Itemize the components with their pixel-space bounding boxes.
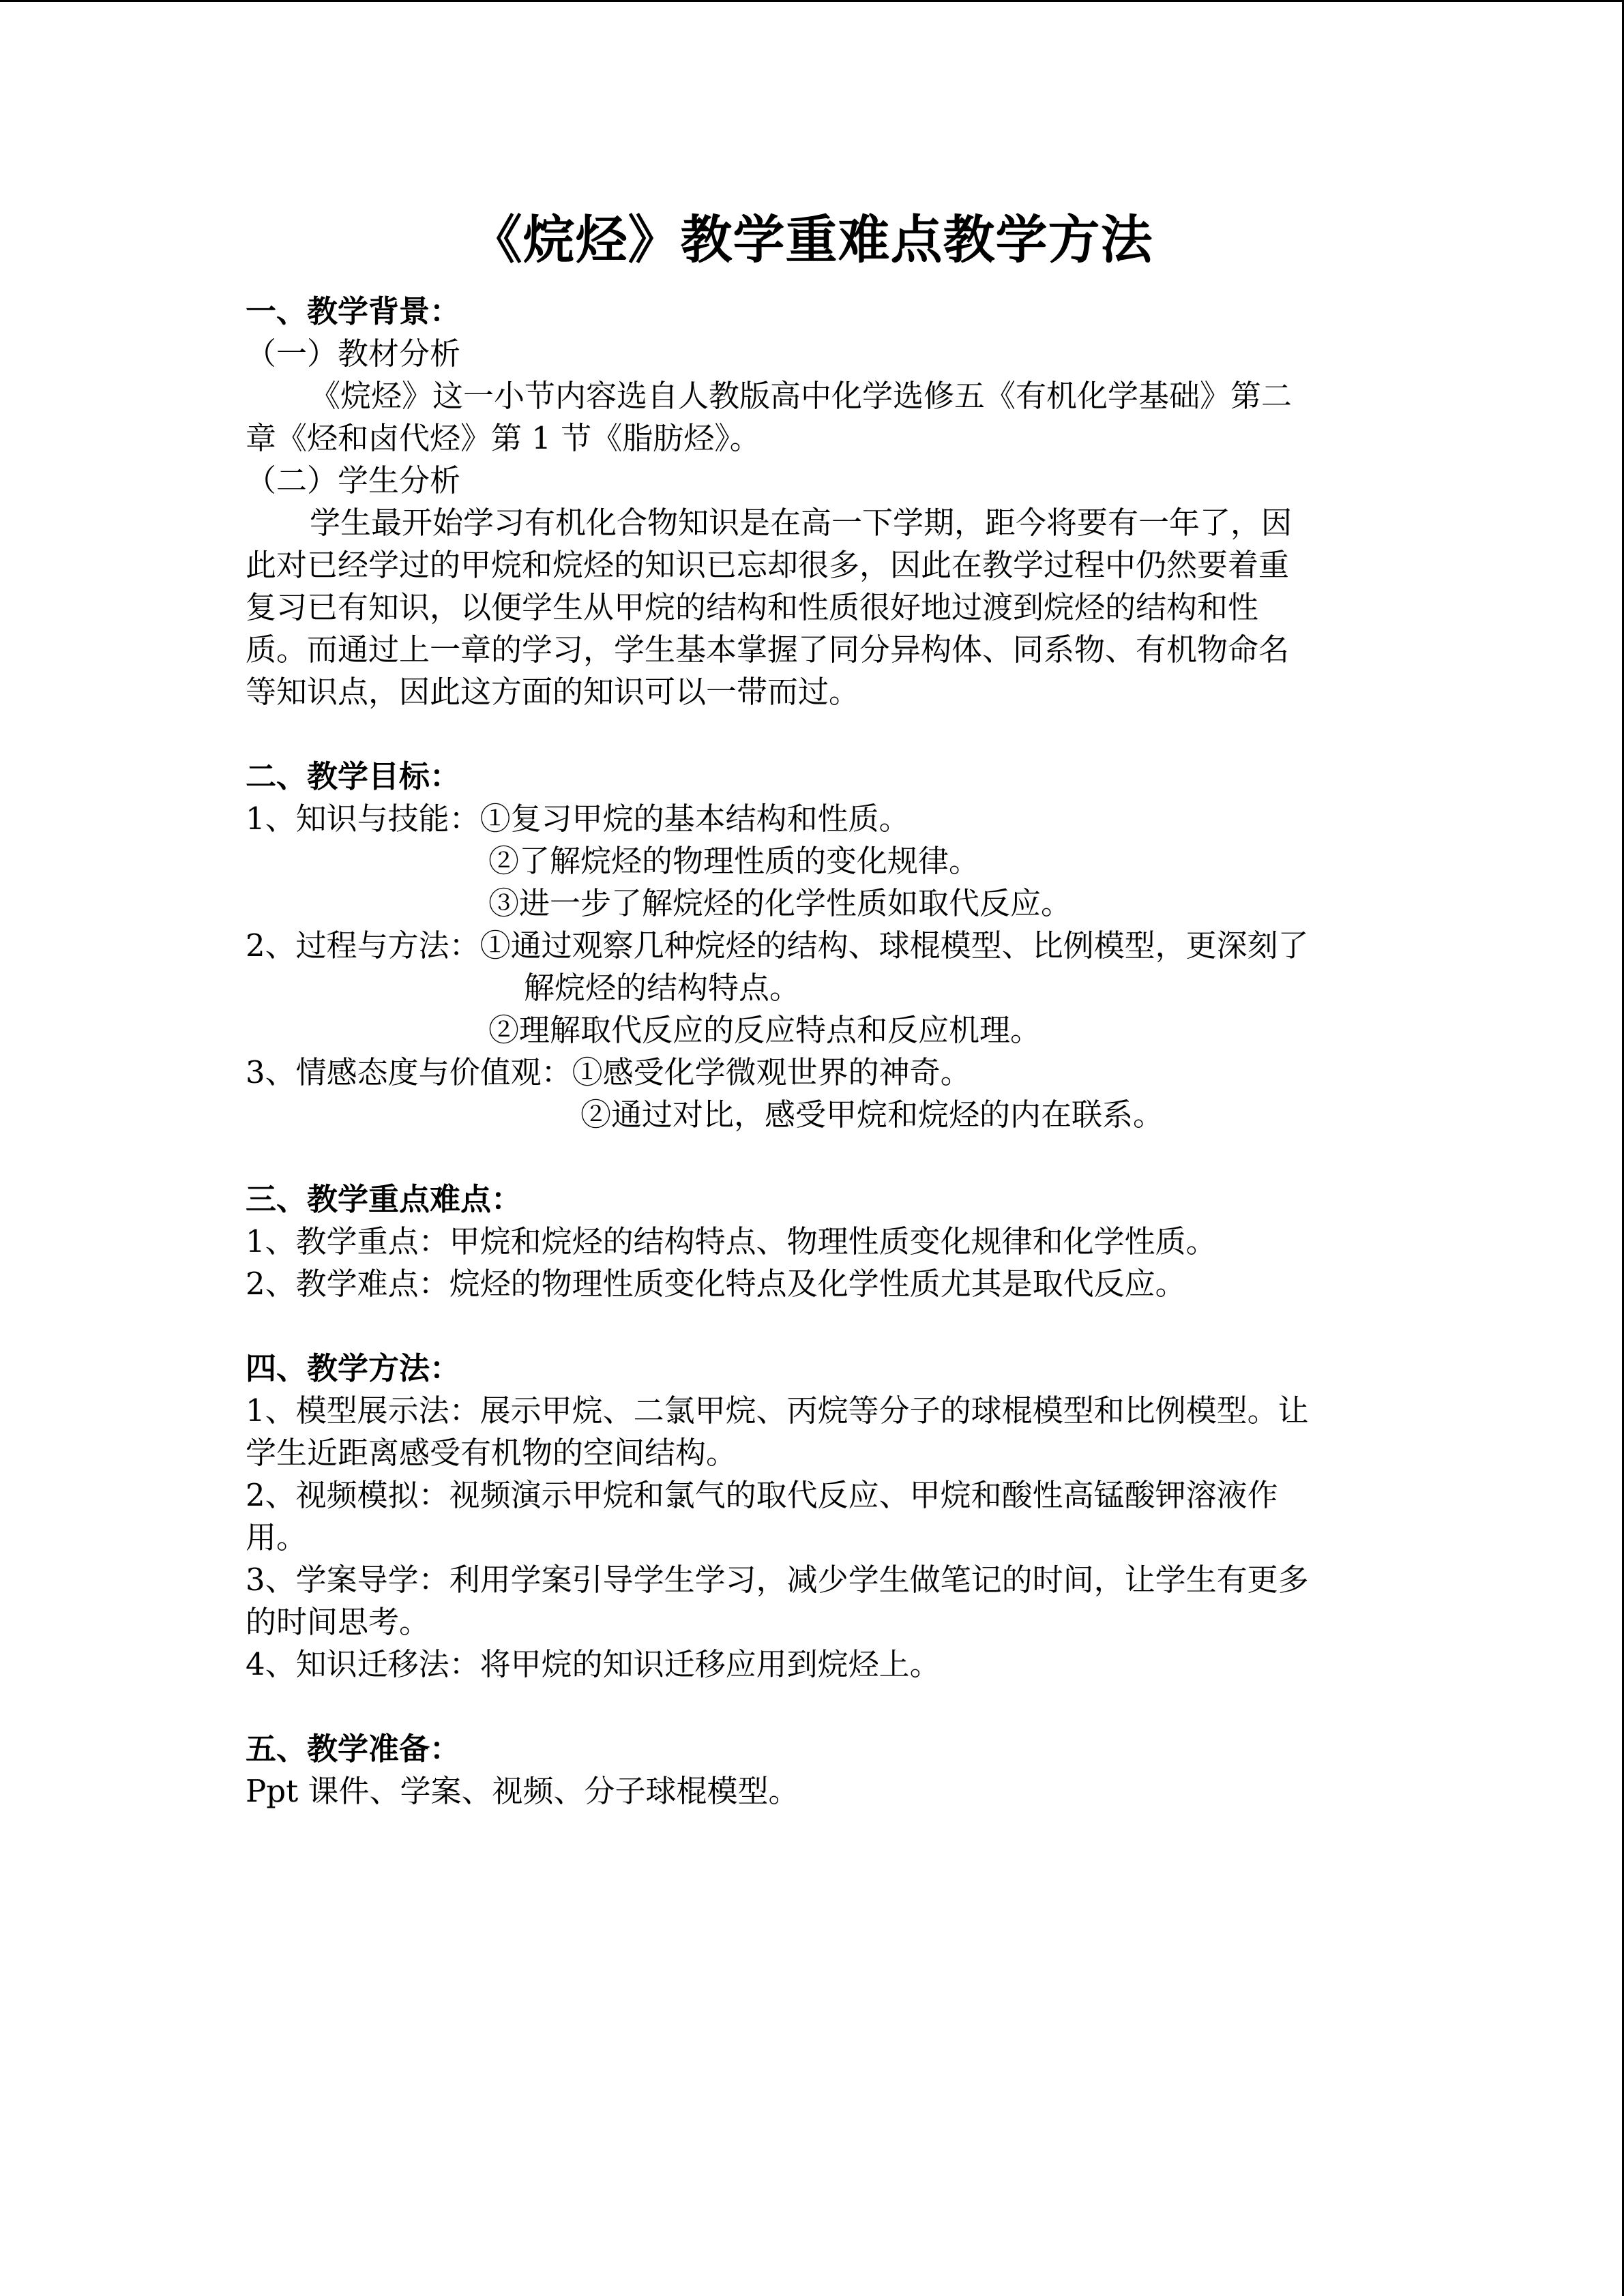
goal-process-line: 解烷烃的结构特点。 <box>524 970 801 1006</box>
paragraph-line: 复习已有知识，以便学生从甲烷的结构和性质很好地过渡到烷烃的结构和性 <box>246 589 1259 625</box>
subsection-student-heading: （二）学生分析 <box>246 462 461 498</box>
paragraph-line: 《烷烃》这一小节内容选自人教版高中化学选修五《有机化学基础》第二 <box>310 378 1293 414</box>
paragraph-line: 章《烃和卤代烃》第 1 节《脂肪烃》。 <box>246 420 761 456</box>
section-spacer <box>246 1686 1378 1728</box>
document-page <box>246 199 1378 1813</box>
keypoint-line: 1、教学重点：甲烷和烷烃的结构特点、物理性质变化规律和化学性质。 <box>246 1223 1217 1259</box>
method-line: 3、学案导学：利用学案引导学生学习，减少学生做笔记的时间，让学生有更多 <box>246 1562 1309 1598</box>
method-line: 用。 <box>246 1519 308 1555</box>
goal-process-line: ②理解取代反应的反应特点和反应机理。 <box>488 1012 1042 1048</box>
method-line: 学生近距离感受有机物的空间结构。 <box>246 1435 737 1471</box>
keypoint-line: 2、教学难点：烷烃的物理性质变化特点及化学性质尤其是取代反应。 <box>246 1266 1186 1302</box>
subsection-textbook-heading: （一）教材分析 <box>246 336 461 372</box>
goal-process-line: 2、过程与方法：①通过观察几种烷烃的结构、球棍模型、比例模型，更深刻了 <box>246 927 1309 964</box>
section-goals-heading: 二、教学目标： <box>246 758 461 794</box>
paragraph-line: 学生最开始学习有机化合物知识是在高一下学期，距今将要有一年了，因 <box>310 505 1293 541</box>
paragraph-line: 此对已经学过的甲烷和烷烃的知识已忘却很多，因此在教学过程中仍然要着重 <box>246 547 1290 583</box>
method-line: 4、知识迁移法：将甲烷的知识迁移应用到烷烃上。 <box>246 1646 941 1682</box>
goal-attitude-line: 3、情感态度与价值观：①感受化学微观世界的神奇。 <box>246 1054 971 1090</box>
section-spacer <box>246 713 1378 756</box>
goal-attitude-line: ②通过对比，感受甲烷和烷烃的内在联系。 <box>580 1097 1164 1133</box>
section-keypoints-heading: 三、教学重点难点： <box>246 1181 522 1217</box>
section-preparation-heading: 五、教学准备： <box>246 1731 461 1767</box>
goal-knowledge-line: ②了解烷烃的物理性质的变化规律。 <box>488 843 980 879</box>
section-spacer <box>246 1305 1378 1347</box>
section-spacer <box>246 1136 1378 1178</box>
method-line: 的时间思考。 <box>246 1604 430 1640</box>
preparation-line: Ppt 课件、学案、视频、分子球棍模型。 <box>246 1773 799 1809</box>
paragraph-line: 等知识点，因此这方面的知识可以一带而过。 <box>246 674 860 710</box>
paragraph-line: 质。而通过上一章的学习，学生基本掌握了同分异构体、同系物、有机物命名 <box>246 631 1290 668</box>
page-top-border <box>0 0 1624 2</box>
section-methods-heading: 四、教学方法： <box>246 1350 461 1386</box>
method-line: 2、视频模拟：视频演示甲烷和氯气的取代反应、甲烷和酸性高锰酸钾溶液作 <box>246 1477 1278 1513</box>
goal-knowledge-line: 1、知识与技能：①复习甲烷的基本结构和性质。 <box>246 801 910 837</box>
goal-knowledge-line: ③进一步了解烷烃的化学性质如取代反应。 <box>488 885 1072 921</box>
section-background-heading: 一、教学背景： <box>246 293 461 329</box>
method-line: 1、模型展示法：展示甲烷、二氯甲烷、丙烷等分子的球棍模型和比例模型。让 <box>246 1392 1309 1429</box>
document-title: 《烷烃》教学重难点教学方法 <box>470 209 1153 270</box>
